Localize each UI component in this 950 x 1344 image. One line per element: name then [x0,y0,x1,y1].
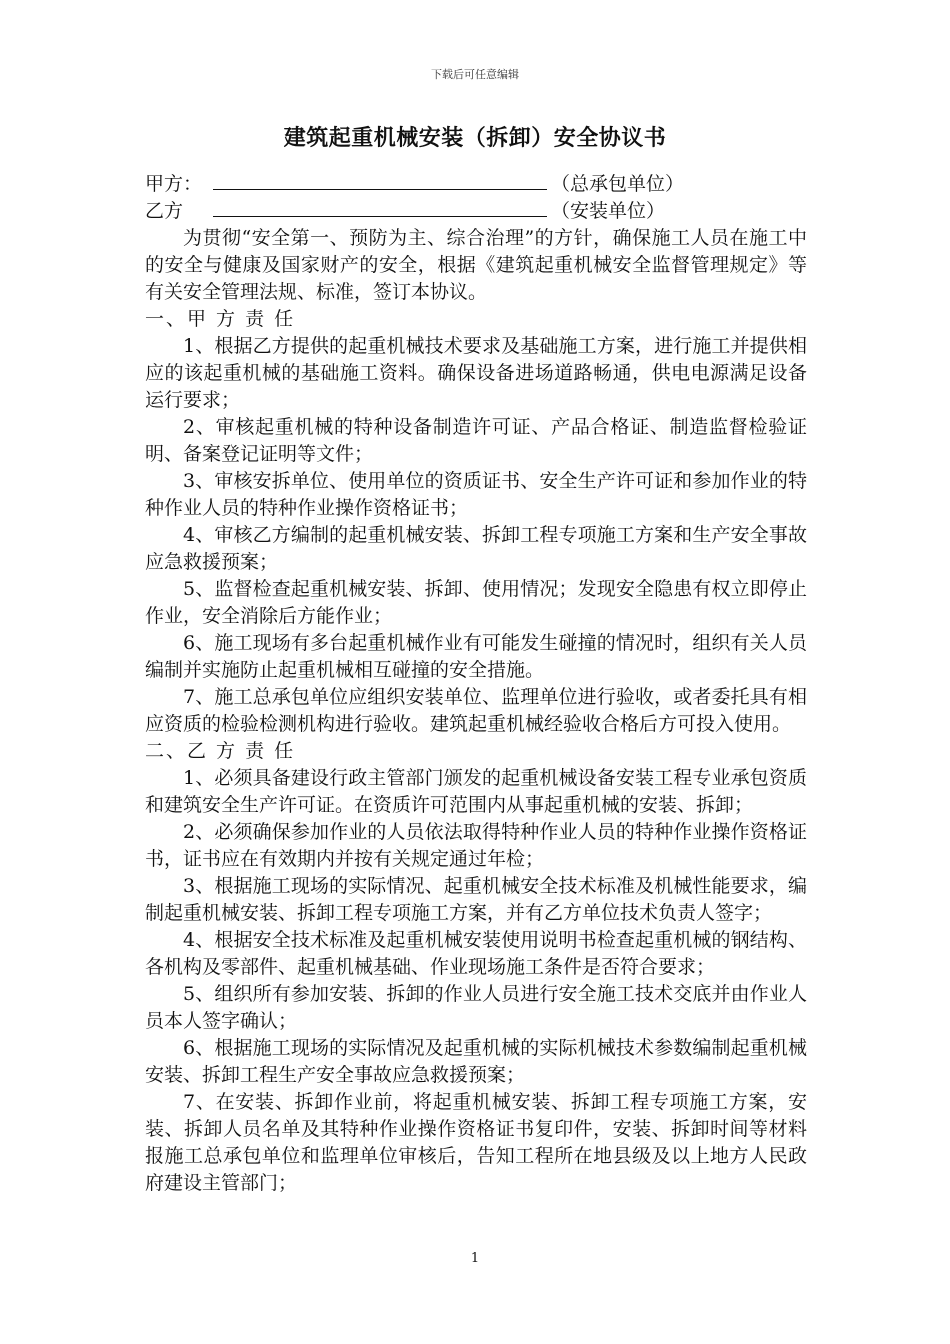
party-b-blank-field [213,198,547,217]
document-title: 建筑起重机械安装（拆卸）安全协议书 [283,126,667,151]
section-a-title: 一、甲 方 责 任 [145,308,296,330]
section-a-item: 2、审核起重机械的特种设备制造许可证、产品合格证、制造监督检验证明、备案登记证明等文件； [145,416,807,465]
section-b-item: 7、在安装、拆卸作业前，将起重机械安装、拆卸工程专项施工方案，安装、拆卸人员名单及其特种作业操作资格证书复印件，安装、拆卸时间等材料报施工总承包单位和监理单位审核后，告知工程所在地县级及以上地方人民政府建设主管部门； [145,1091,807,1194]
section-a-item: 3、审核安拆单位、使用单位的资质证书、安全生产许可证和参加作业的特种作业人员的特种作业操作资格证书； [145,470,807,519]
party-a-line [145,171,807,198]
section-b-item: 3、根据施工现场的实际情况、起重机械安全技术标准及机械性能要求，编制起重机械安装、拆卸工程专项施工方案，并有乙方单位技术负责人签字； [145,875,807,924]
section-b-title: 二、乙 方 责 任 [145,740,296,762]
party-b-role: （安装单位） [551,200,666,222]
document-body [145,171,807,1197]
section-a-item: 7、施工总承包单位应组织安装单位、监理单位进行验收，或者委托具有相应资质的检验检测机构进行验收。建筑起重机械经验收合格后方可投入使用。 [145,686,807,735]
party-a-role: （总承包单位） [551,173,685,195]
party-a-label: 甲方： [145,173,203,195]
section-b-item: 2、必须确保参加作业的人员依法取得特种作业人员的特种作业操作资格证书，证书应在有效期内并按有关规定通过年检； [145,821,807,870]
section-a-item: 5、监督检查起重机械安装、拆卸、使用情况；发现安全隐患有权立即停止作业，安全消除后方能作业； [145,578,807,627]
section-b-item: 5、组织所有参加安装、拆卸的作业人员进行安全施工技术交底并由作业人员本人签字确认； [145,983,807,1032]
section-b-item: 6、根据施工现场的实际情况及起重机械的实际机械技术参数编制起重机械安装、拆卸工程生产安全事故应急救援预案； [145,1037,807,1086]
page-number: 1 [470,1251,480,1266]
section-a-item: 6、施工现场有多台起重机械作业有可能发生碰撞的情况时，组织有关人员编制并实施防止起重机械相互碰撞的安全措施。 [145,632,807,681]
section-a-item: 1、根据乙方提供的起重机械技术要求及基础施工方案，进行施工并提供相应的该起重机械的基础施工资料。确保设备进场道路畅通，供电电源满足设备运行要求； [145,335,807,411]
party-b-line [145,198,807,225]
section-b-item: 4、根据安全技术标准及起重机械安装使用说明书检查起重机械的钢结构、各机构及零部件、起重机械基础、作业现场施工条件是否符合要求； [145,929,807,978]
intro-paragraph: 为贯彻“安全第一、预防为主、综合治理”的方针，确保施工人员在施工中的安全与健康及国家财产的安全，根据《建筑起重机械安全监督管理规定》等有关安全管理法规、标准，签订本协议。 [145,227,807,303]
header-note: 下载后可任意编辑 [431,68,519,81]
party-a-blank-field [213,171,547,190]
party-b-label: 乙方 [145,200,184,222]
section-a-item: 4、审核乙方编制的起重机械安装、拆卸工程专项施工方案和生产安全事故应急救援预案； [145,524,807,573]
section-b-item: 1、必须具备建设行政主管部门颁发的起重机械设备安装工程专业承包资质和建筑安全生产许可证。在资质许可范围内从事起重机械的安装、拆卸； [145,767,807,816]
